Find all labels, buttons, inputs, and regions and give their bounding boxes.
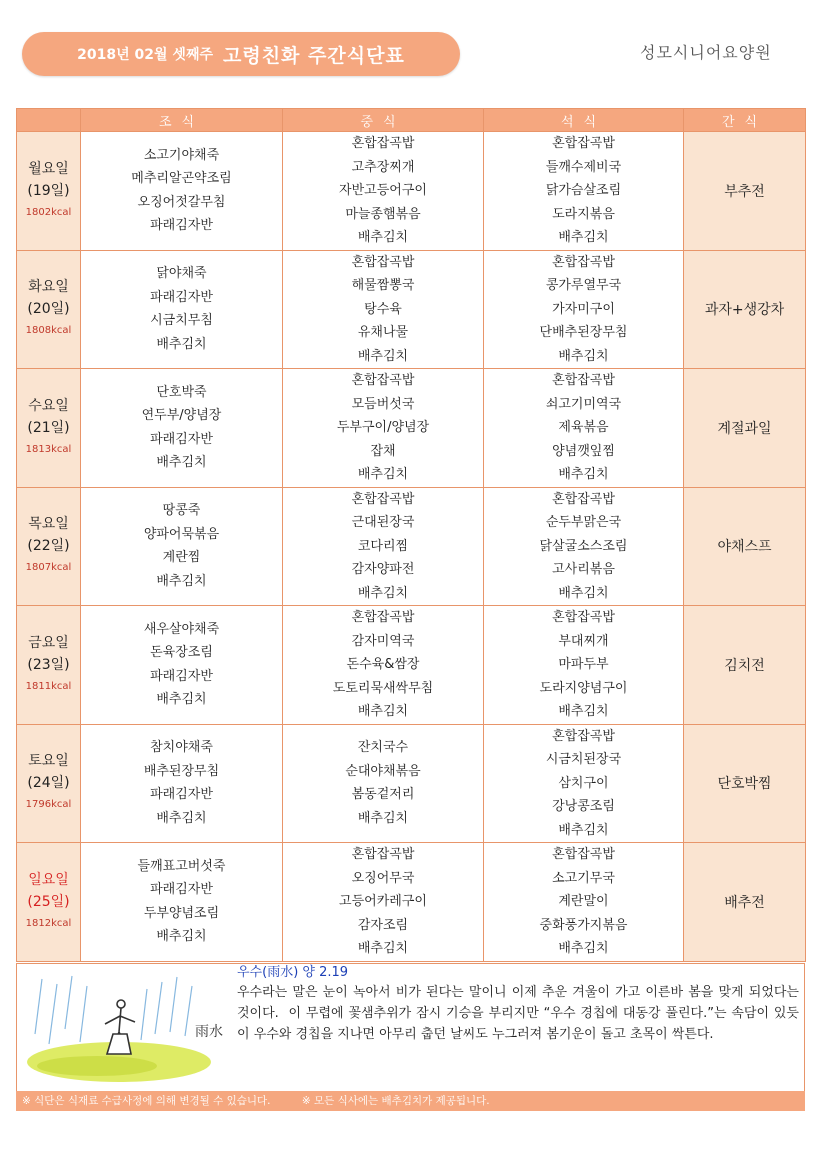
lunch-cell xyxy=(283,487,484,606)
menu-item: 혼합잡곡밥 xyxy=(552,373,615,388)
column-header-day xyxy=(17,109,81,132)
day-row xyxy=(17,724,806,843)
menu-item: 닭가슴살조림 xyxy=(545,183,622,198)
day-cell xyxy=(17,132,81,251)
breakfast-cell xyxy=(81,724,283,843)
menu-item: 계란말이 xyxy=(558,894,609,909)
menu-item: 단호박죽 xyxy=(156,384,207,400)
menu-item: 배추김치 xyxy=(357,585,409,601)
menu-item: 혼합잡곡밥 xyxy=(552,847,615,862)
menu-item: 배추김치 xyxy=(357,704,409,719)
menu-item: 배추김치 xyxy=(558,230,609,245)
footer-note-2: ※ 모든 식사에는 배추김치가 제공됩니다. xyxy=(301,1095,490,1107)
menu-item: 순두부맑은국 xyxy=(545,515,622,530)
facility-name: 성모시니어요양원 xyxy=(640,43,772,62)
day-cell xyxy=(17,487,81,606)
menu-item: 참치야채죽 xyxy=(150,740,213,756)
table-body xyxy=(17,132,806,962)
dinner-cell xyxy=(484,369,684,488)
footer-notice xyxy=(16,1091,805,1111)
column-header-snack: 간식 xyxy=(684,109,806,132)
snack-cell: 계절과일 xyxy=(684,369,806,488)
menu-item: 혼합잡곡밥 xyxy=(552,728,615,744)
menu-item: 양념깻잎찜 xyxy=(552,443,615,459)
menu-item: 쇠고기미역국 xyxy=(545,396,622,412)
menu-item: 고등어카레구이 xyxy=(339,894,427,909)
menu-item: 부대찌개 xyxy=(558,633,609,649)
day-name: 토요일 xyxy=(28,753,69,770)
menu-item: 배추김치 xyxy=(357,941,409,956)
menu-item: 혼합잡곡밥 xyxy=(351,491,415,507)
menu-item: 파래김자반 xyxy=(150,289,213,305)
menu-item: 삼치구이 xyxy=(558,775,609,791)
table-header-row xyxy=(17,109,806,132)
menu-item: 감자미역국 xyxy=(351,633,415,649)
day-row xyxy=(17,369,806,488)
menu-item: 고추장찌개 xyxy=(351,159,415,175)
menu-item: 메추리알곤약조림 xyxy=(131,171,232,187)
snack-cell: 단호박찜 xyxy=(684,724,806,843)
day-name: 일요일 xyxy=(28,871,69,888)
rain-illustration xyxy=(27,974,237,1086)
menu-item: 강낭콩조림 xyxy=(552,799,615,814)
breakfast-cell xyxy=(81,369,283,488)
snack-cell: 야채스프 xyxy=(684,487,806,606)
menu-item: 혼합잡곡밥 xyxy=(351,254,415,270)
day-row xyxy=(17,606,806,725)
day-name: 화요일 xyxy=(28,279,69,296)
menu-item: 파래김자반 xyxy=(150,431,213,447)
menu-item: 파래김자반 xyxy=(150,668,213,684)
day-name: 금요일 xyxy=(28,634,69,651)
menu-item: 돈육장조림 xyxy=(150,645,213,661)
snack-cell: 과자+생강차 xyxy=(684,250,806,369)
lunch-cell xyxy=(283,250,484,369)
menu-item: 콩가루열무국 xyxy=(545,278,622,293)
snack-cell: 부추전 xyxy=(684,132,806,251)
footer-note-1: ※ 식단은 식재료 수급사정에 의해 변경될 수 있습니다. xyxy=(22,1095,271,1107)
note-text-block xyxy=(237,964,799,1045)
menu-item: 혼합잡곡밥 xyxy=(351,610,415,625)
menu-item: 배추김치 xyxy=(357,348,409,364)
dinner-cell xyxy=(484,250,684,369)
menu-item: 양파어묵볶음 xyxy=(143,526,220,542)
menu-item: 도라지양념구이 xyxy=(539,680,628,696)
menu-item: 두부양념조림 xyxy=(143,905,220,921)
weekly-menu-table xyxy=(16,108,806,962)
menu-item: 혼합잡곡밥 xyxy=(552,491,615,507)
lunch-cell xyxy=(283,132,484,251)
menu-item: 새우살야채죽 xyxy=(143,621,220,637)
day-cell xyxy=(17,369,81,488)
day-date: (20일) xyxy=(27,301,70,318)
menu-item: 코다리찜 xyxy=(357,538,409,554)
menu-item: 닭살굴소스조림 xyxy=(539,538,628,554)
title-banner xyxy=(22,32,460,76)
menu-item: 단배추된장무침 xyxy=(539,325,628,340)
menu-item: 배추김치 xyxy=(156,573,207,589)
menu-item: 계란찜 xyxy=(162,550,201,566)
breakfast-cell xyxy=(81,132,283,251)
snack-cell: 배추전 xyxy=(684,843,806,962)
menu-item: 봄동겉저리 xyxy=(351,787,415,803)
menu-item: 유채나물 xyxy=(357,325,409,340)
day-name: 월요일 xyxy=(28,160,69,177)
day-date: (25일) xyxy=(27,893,70,910)
menu-item: 순대야채볶음 xyxy=(345,763,421,779)
menu-item: 배추김치 xyxy=(156,929,207,945)
lunch-cell xyxy=(283,843,484,962)
menu-item: 오징어무국 xyxy=(351,870,415,886)
menu-item: 배추김치 xyxy=(357,467,409,482)
menu-item: 배추김치 xyxy=(558,467,609,482)
illustration-caption: 雨水 xyxy=(195,1024,223,1040)
menu-item: 들깨표고버섯죽 xyxy=(137,858,226,874)
menu-item: 모듬버섯국 xyxy=(351,396,415,412)
menu-item: 가자미구이 xyxy=(552,301,615,317)
day-date: (21일) xyxy=(27,419,70,436)
day-row xyxy=(17,250,806,369)
menu-item: 시금치무침 xyxy=(150,313,213,329)
menu-item: 시금치된장국 xyxy=(545,752,622,767)
day-row xyxy=(17,132,806,251)
title-period: 2018년 02월 셋째주 xyxy=(77,47,213,63)
menu-item: 혼합잡곡밥 xyxy=(552,610,615,625)
menu-item: 땅콩죽 xyxy=(162,503,201,519)
note-title: 우수(雨水) 양 2.19 xyxy=(237,965,349,980)
day-cell xyxy=(17,843,81,962)
breakfast-cell xyxy=(81,843,283,962)
menu-item: 잡채 xyxy=(370,443,396,459)
menu-item: 혼합잡곡밥 xyxy=(351,847,415,862)
menu-item: 배추김치 xyxy=(156,336,207,352)
menu-item: 파래김자반 xyxy=(150,218,213,234)
day-cell xyxy=(17,724,81,843)
breakfast-cell xyxy=(81,487,283,606)
menu-item: 두부구이/양념장 xyxy=(336,420,430,435)
lunch-cell xyxy=(283,369,484,488)
menu-item: 잔치국수 xyxy=(357,740,409,756)
menu-item: 배추김치 xyxy=(156,810,207,826)
menu-item: 배추김치 xyxy=(558,941,609,956)
menu-item: 돈수육&쌈장 xyxy=(346,657,420,672)
day-cell xyxy=(17,606,81,725)
seasonal-note xyxy=(16,963,805,1092)
menu-item: 소고기야채죽 xyxy=(143,147,220,163)
day-row xyxy=(17,843,806,962)
menu-item: 오징어젓갈무침 xyxy=(137,194,226,210)
lunch-cell xyxy=(283,724,484,843)
breakfast-cell xyxy=(81,250,283,369)
menu-item: 배추된장무침 xyxy=(143,763,220,779)
column-header-breakfast: 조식 xyxy=(81,109,283,132)
menu-item: 파래김자반 xyxy=(150,787,213,803)
menu-item: 탕수육 xyxy=(364,301,402,317)
dinner-cell xyxy=(484,132,684,251)
day-name: 수요일 xyxy=(28,397,69,414)
menu-item: 제육볶음 xyxy=(558,420,609,435)
menu-item: 배추김치 xyxy=(558,348,609,364)
day-kcal: 1796kcal xyxy=(25,799,72,811)
menu-item: 고사리볶음 xyxy=(552,562,615,577)
day-date: (22일) xyxy=(27,538,70,555)
menu-item: 파래김자반 xyxy=(150,882,213,898)
menu-item: 들깨수제비국 xyxy=(545,159,622,175)
note-body: 우수라는 말은 눈이 녹아서 비가 된다는 말이니 이제 추운 겨울이 가고 이른바 봄을 맞게 되었다는 것이다. 이 무렵에 꽃샘추위가 잠시 기승을 부리지만 “우수 경칩에 대동강 풀린다.”는 속담이 있듯이 우수와 경칩을 지나면 아무리 춥던 날씨도 누그러져 봄기운이 돌고 초목이 싹튼다. xyxy=(237,985,799,1042)
menu-item: 배추김치 xyxy=(558,704,609,719)
menu-item: 배추김치 xyxy=(558,822,609,838)
menu-item: 연두부/양념장 xyxy=(141,408,222,424)
menu-item: 배추김치 xyxy=(357,810,409,826)
menu-item: 자반고등어구이 xyxy=(339,183,427,198)
column-header-lunch: 중식 xyxy=(283,109,484,132)
day-kcal: 1808kcal xyxy=(25,325,72,337)
menu-item: 배추김치 xyxy=(357,230,409,245)
day-kcal: 1812kcal xyxy=(25,917,72,929)
day-date: (19일) xyxy=(27,182,70,199)
breakfast-cell xyxy=(81,606,283,725)
menu-item: 중화풍가지볶음 xyxy=(539,917,628,933)
dinner-cell xyxy=(484,487,684,606)
day-date: (24일) xyxy=(27,775,70,792)
menu-item: 근대된장국 xyxy=(351,515,415,530)
day-cell xyxy=(17,250,81,369)
day-kcal: 1807kcal xyxy=(25,562,72,574)
menu-item: 배추김치 xyxy=(156,455,207,471)
dinner-cell xyxy=(484,606,684,725)
menu-item: 배추김치 xyxy=(558,585,609,601)
day-kcal: 1813kcal xyxy=(25,443,72,455)
menu-item: 감자양파전 xyxy=(351,562,415,577)
snack-cell: 김치전 xyxy=(684,606,806,725)
menu-item: 마늘종햄볶음 xyxy=(345,206,421,222)
dinner-cell xyxy=(484,724,684,843)
menu-item: 닭야채죽 xyxy=(156,266,207,282)
page-title: 고령친화 주간식단표 xyxy=(223,44,405,67)
lunch-cell xyxy=(283,606,484,725)
menu-item: 혼합잡곡밥 xyxy=(552,254,615,270)
day-name: 목요일 xyxy=(28,516,69,533)
menu-item: 해물짬뽕국 xyxy=(351,278,415,293)
menu-item: 감자조림 xyxy=(357,917,409,933)
menu-item: 혼합잡곡밥 xyxy=(351,373,415,388)
menu-item: 혼합잡곡밥 xyxy=(552,136,615,151)
menu-item: 혼합잡곡밥 xyxy=(351,136,415,151)
day-kcal: 1811kcal xyxy=(25,680,72,692)
menu-item: 소고기무국 xyxy=(552,870,615,886)
menu-item: 도라지볶음 xyxy=(552,206,615,222)
menu-item: 마파두부 xyxy=(558,657,609,672)
menu-item: 도토리묵새싹무침 xyxy=(332,680,434,696)
day-row xyxy=(17,487,806,606)
column-header-dinner: 석식 xyxy=(484,109,684,132)
dinner-cell xyxy=(484,843,684,962)
day-kcal: 1802kcal xyxy=(25,206,72,218)
menu-item: 배추김치 xyxy=(156,692,207,708)
day-date: (23일) xyxy=(27,656,70,673)
